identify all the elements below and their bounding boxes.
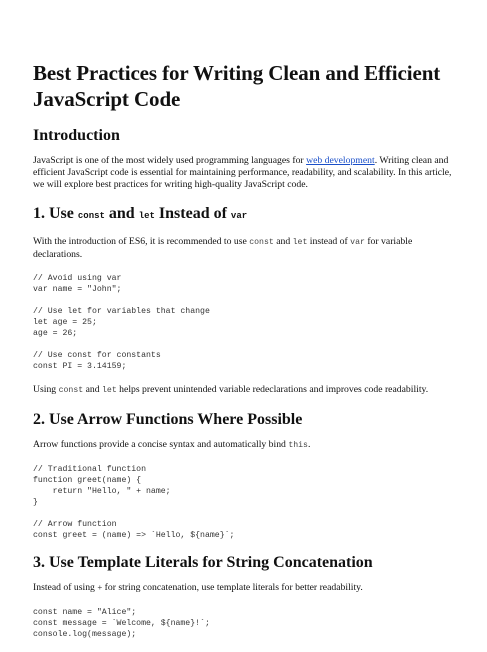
s1p2-text-b: and: [83, 384, 102, 395]
section3-heading: 3. Use Template Literals for String Concatenation: [33, 554, 373, 571]
intro-text-1: JavaScript is one of the most widely used programming languages for: [33, 155, 307, 166]
page-title: Best Practices for Writing Clean and Efficient JavaScript Code: [33, 61, 441, 111]
section1-paragraph-2: [33, 384, 453, 397]
section3-paragraph: [33, 582, 453, 595]
s1p1-text-a: With the introduction of ES6, it is recommended to use: [33, 236, 250, 247]
section1-heading-mid: and: [104, 205, 139, 222]
intro-heading: Introduction: [33, 127, 120, 144]
s1p2-text-c: helps prevent unintended variable redeclarations and improves code readability.: [116, 384, 429, 395]
s1p1-text-d: for variable declarations.: [33, 236, 413, 260]
s2p-text-a: Arrow functions provide a concise syntax and automatically bind: [33, 439, 289, 450]
intro-paragraph: [33, 155, 453, 191]
section1-heading-code-let: let: [138, 211, 155, 221]
s1p1-code-const: const: [249, 238, 274, 247]
web-development-link[interactable]: web development: [306, 155, 375, 166]
section2-code-block: // Traditional function function greet(name) { return "Hello, " + name; } // Arrow function const greet = (name) => `Hello, ${name}`;: [33, 465, 235, 540]
section1-heading-code-var: var: [230, 211, 248, 221]
s1p1-text-b: and: [273, 236, 293, 247]
s2p-text-b: .: [307, 439, 311, 450]
intro-text-2: . Writing clean and efficient JavaScript code is essential for maintaining performance, readability, and scalability. In this article, we will explore best practices for writing high-quality JavaScript code.: [33, 155, 452, 190]
document-page: [33, 60, 453, 652]
section1-code-block: // Avoid using var var name = "John"; // Use let for variables that change let age = 25; age = 26; // Use const for constants const PI = 3.14159;: [33, 274, 210, 371]
section2-paragraph: [33, 439, 453, 452]
section3-code-block: const name = "Alice"; const message = `Welcome, ${name}!`; console.log(message);: [33, 608, 210, 639]
section1-paragraph-1: [33, 236, 453, 261]
section1-heading-suffix: Instead of: [154, 205, 231, 222]
section1-heading-code-const: const: [77, 211, 105, 221]
s1p1-text-c: instead of: [307, 236, 351, 247]
s1p2-code-const: const: [58, 386, 84, 395]
s3p-text-a: Instead of using: [33, 582, 98, 593]
section2-heading: 2. Use Arrow Functions Where Possible: [33, 411, 303, 428]
s3p-text-b: for string concatenation, use template literals for better readability.: [102, 582, 363, 593]
s1p1-code-var: var: [350, 238, 365, 247]
section1-heading-prefix: 1. Use: [33, 205, 78, 222]
section1-heading: [33, 204, 453, 226]
s3p-code-plus: +: [97, 584, 103, 593]
s1p1-code-let: let: [292, 238, 308, 247]
s1p2-code-let: let: [102, 386, 117, 395]
s1p2-text-a: Using: [33, 384, 59, 395]
s2p-code-this: this: [288, 441, 308, 450]
